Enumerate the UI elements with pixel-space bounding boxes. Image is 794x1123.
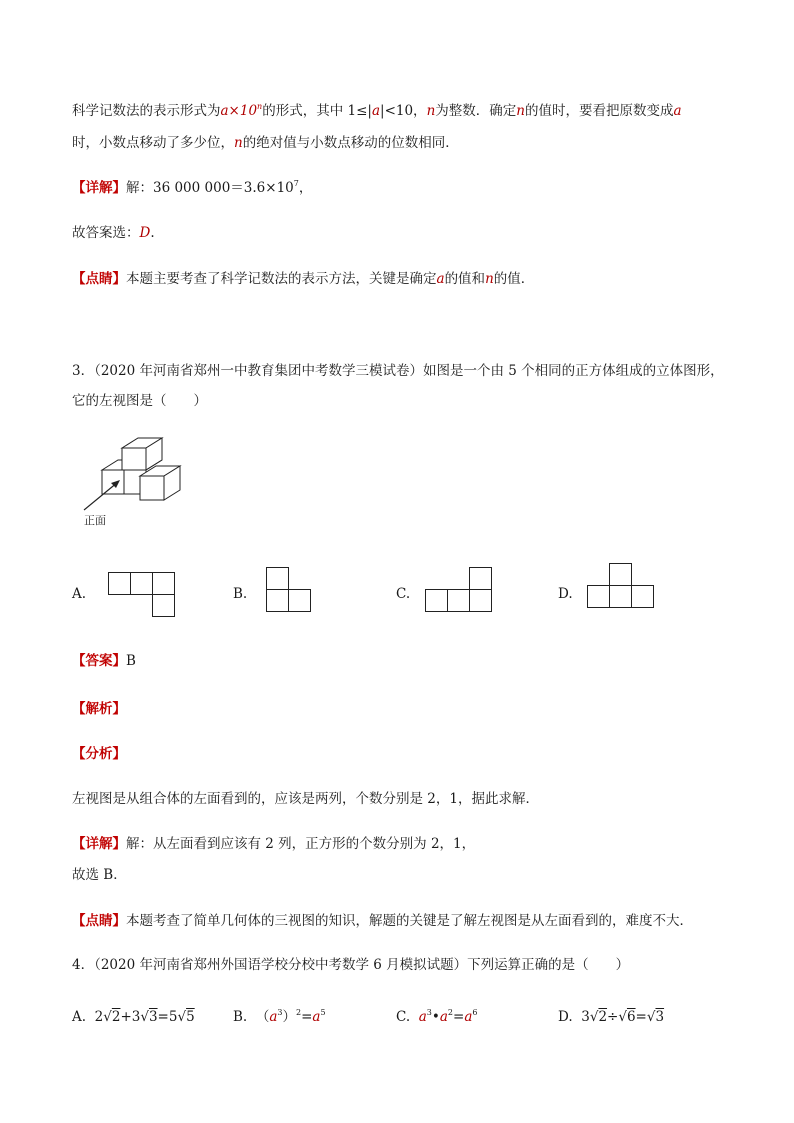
text: ， — [298, 180, 313, 196]
text: 科学记数法的表示形式为 — [72, 103, 221, 119]
coef: 2 — [94, 1009, 104, 1025]
answer-letter: D — [139, 225, 151, 241]
text: = — [301, 1009, 313, 1025]
sqrt-icon: √ — [646, 1009, 656, 1025]
q3-answer — [72, 652, 136, 670]
detail-exp: 7 — [293, 179, 299, 188]
radicand: 2 — [111, 1009, 121, 1025]
radicand: 3 — [148, 1009, 158, 1025]
q2-dianjing — [72, 270, 534, 288]
text: |<10， — [380, 103, 427, 119]
front-label: 正面 — [84, 514, 106, 527]
q4-option-a[interactable] — [72, 1008, 195, 1026]
option-letter: A. — [72, 1009, 87, 1025]
math-a: a — [436, 271, 445, 287]
exp: 5 — [320, 1008, 326, 1017]
math-a: a — [371, 103, 381, 119]
text: （ — [255, 1009, 270, 1025]
divide: ÷ — [607, 1009, 619, 1025]
option-a-letter[interactable]: A. — [72, 586, 87, 602]
text: 的值时，要看把原数变成 — [524, 103, 674, 119]
answer-text: 故答案选： — [72, 225, 140, 241]
text: 为整数．确定 — [435, 103, 517, 119]
coef: 3 — [581, 1009, 590, 1025]
text: 的绝对值与小数点移动的位数相同． — [242, 135, 459, 151]
q3-detail-2: 故选 B． — [72, 867, 127, 883]
option-letter: C. — [396, 1009, 411, 1025]
q3-stem-line-1: 3．（2020 年河南省郑州一中教育集团中考数学三模试卷）如图是一个由 5 个相同的正方体组成的立体图形， — [72, 363, 724, 379]
option-letter: D. — [558, 1009, 573, 1025]
dot: • — [431, 1009, 440, 1025]
sqrt-icon: √ — [589, 1009, 599, 1025]
q4-stem: 4．（2020 年河南省郑州外国语学校分校中考数学 6 月模拟试题）下列运算正确的是（ ） — [72, 957, 630, 973]
option-b-figure[interactable] — [266, 567, 316, 613]
radicand: 2 — [598, 1009, 608, 1025]
fenxi-tag: 【分析】 — [72, 746, 126, 762]
text: +3 — [120, 1009, 141, 1025]
q2-intro-line-1 — [72, 102, 682, 120]
math-n: n — [234, 135, 243, 151]
q4-option-c[interactable] — [396, 1008, 477, 1026]
text: = — [635, 1009, 647, 1025]
radicand: 3 — [655, 1009, 665, 1025]
jiexi-tag: 【解析】 — [72, 701, 126, 717]
q2-detail — [72, 179, 312, 197]
exp: 6 — [472, 1008, 478, 1017]
option-d-figure[interactable] — [587, 563, 657, 609]
math-a10: a×10 — [220, 103, 258, 119]
q2-intro-line-2 — [72, 134, 459, 152]
exp: 3 — [277, 1008, 283, 1017]
math-a: a — [418, 1009, 427, 1025]
math-a: a — [312, 1009, 321, 1025]
exp: 3 — [426, 1008, 432, 1017]
sqrt-icon: √ — [103, 1009, 112, 1025]
option-c-letter[interactable]: C. — [396, 586, 411, 602]
text: ） — [282, 1009, 296, 1025]
detail-text: 解：36 000 000＝3.6×10 — [126, 180, 294, 196]
text: . — [150, 225, 155, 241]
math-exp: n — [257, 102, 263, 111]
dianjing-text: 本题考查了简单几何体的三视图的知识，解题的关键是了解左视图是从左面看到的，难度不大． — [126, 913, 693, 929]
detail-tag: 【详解】 — [72, 180, 126, 196]
math-a: a — [439, 1009, 448, 1025]
math-n: n — [516, 103, 525, 119]
math-a: a — [673, 103, 682, 119]
text: 的值． — [493, 271, 535, 287]
text: 的形式，其中 1≤| — [262, 103, 372, 119]
text: =5 — [157, 1009, 178, 1025]
answer-value: B — [126, 653, 136, 669]
detail-tag: 【详解】 — [72, 836, 126, 852]
detail-text: 解：从左面看到应该有 2 列，正方形的个数分别为 2，1， — [126, 836, 476, 852]
answer-tag: 【答案】 — [72, 653, 126, 669]
option-letter: B. — [233, 1009, 248, 1025]
option-c-figure[interactable] — [425, 567, 495, 613]
radicand: 5 — [186, 1009, 195, 1025]
q4-option-d[interactable] — [558, 1008, 664, 1026]
q3-fenxi — [72, 745, 126, 763]
q2-answer — [72, 224, 155, 242]
text: = — [453, 1009, 465, 1025]
option-d-letter[interactable]: D. — [558, 586, 573, 602]
sqrt-icon: √ — [177, 1009, 187, 1025]
option-b-letter[interactable]: B. — [233, 586, 248, 602]
dianjing-tag: 【点睛】 — [72, 271, 126, 287]
dianjing-tag: 【点睛】 — [72, 913, 126, 929]
math-n: n — [426, 103, 436, 119]
sqrt-icon: √ — [140, 1009, 149, 1025]
q3-fenxi-text: 左视图是从组合体的左面看到的，应该是两列，个数分别是 2，1，据此求解． — [72, 791, 539, 807]
math-n: n — [485, 271, 494, 287]
text: 的值和 — [444, 271, 486, 287]
math-a: a — [269, 1009, 278, 1025]
exp: 2 — [295, 1008, 302, 1017]
q3-jiexi — [72, 700, 126, 718]
math-a: a — [464, 1009, 473, 1025]
q4-option-b[interactable] — [233, 1008, 326, 1026]
radicand: 6 — [626, 1009, 636, 1025]
text: 本题主要考查了科学记数法的表示方法，关键是确定 — [126, 271, 437, 287]
q3-detail — [72, 835, 475, 853]
q3-dianjing — [72, 912, 693, 930]
q3-stem-line-2: 它的左视图是（ ） — [72, 393, 207, 409]
sqrt-icon: √ — [618, 1009, 627, 1025]
text: 时，小数点移动了多少位， — [72, 135, 234, 151]
exp: 2 — [447, 1008, 454, 1017]
option-a-figure[interactable] — [108, 572, 178, 618]
